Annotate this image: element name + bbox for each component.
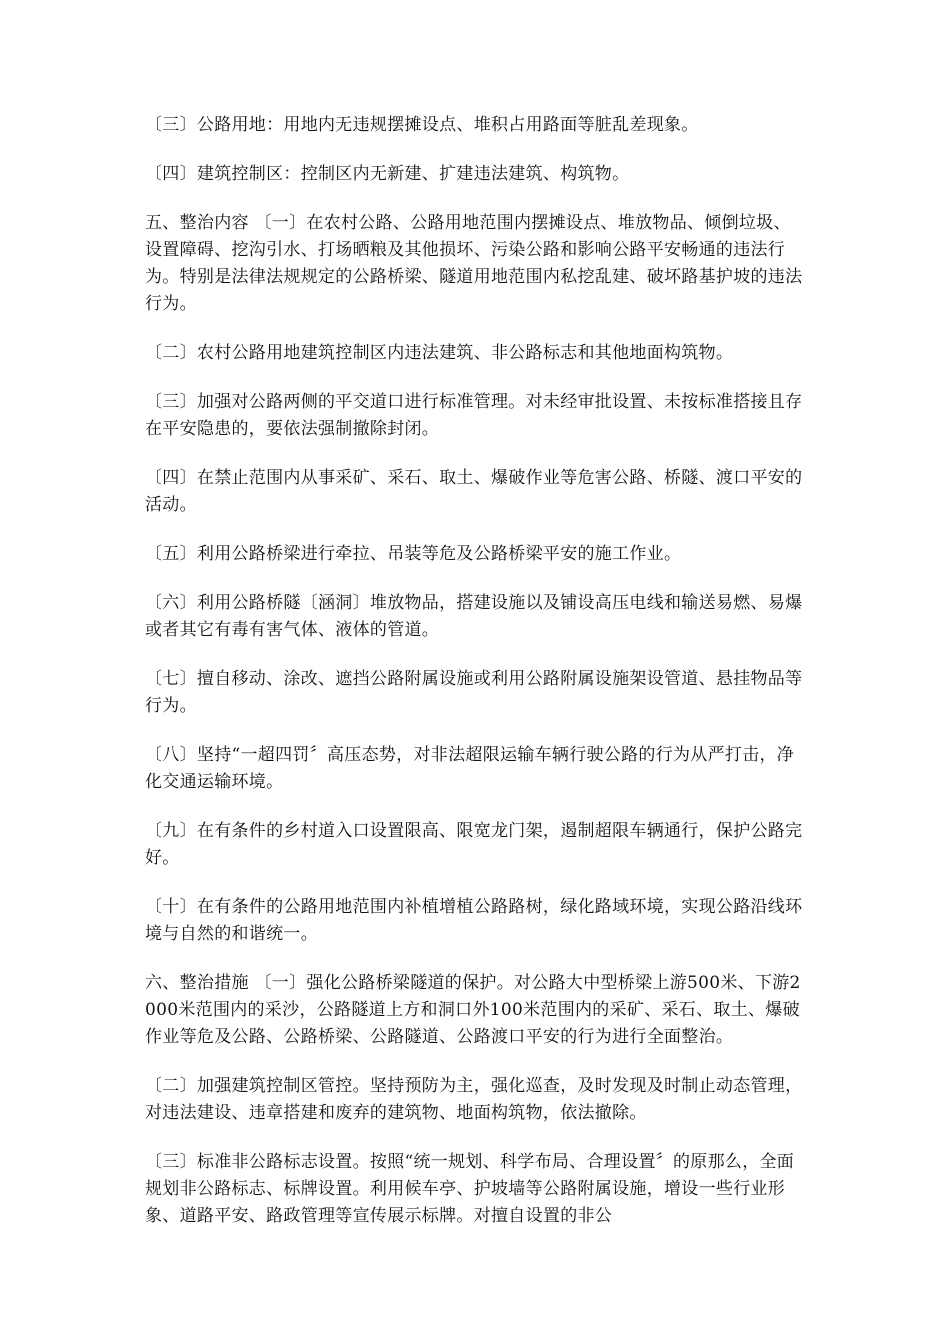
paragraph-section-five-item-seven: 〔七〕擅自移动、涂改、遮挡公路附属设施或利用公路附属设施架设管道、悬挂物品等行为。 — [145, 669, 803, 716]
paragraph-section-five-item-ten: 〔十〕在有条件的公路用地范围内补植增植公路路树，绿化路域环境，实现公路沿线环境与自然的和谐统一。 — [145, 897, 803, 944]
paragraph-section-five-item-nine: 〔九〕在有条件的乡村道入口设置限高、限宽龙门架，遏制超限车辆通行，保护公路完好。 — [145, 821, 803, 868]
paragraph-section-six-item-three: 〔三〕标准非公路标志设置。按照“统一规划、科学布局、合理设置〞的原那么，全面规划非公路标志、标牌设置。利用候车亭、护坡墙等公路附属设施，增设一些行业形象、道路平安、路政管理等宣传展示标牌。对擅自设置的非公 — [145, 1152, 795, 1226]
paragraph-section-five-item-two: 〔二〕农村公路用地建筑控制区内违法建筑、非公路标志和其他地面构筑物。 — [145, 343, 734, 363]
paragraph-building-control-zone: 〔四〕建筑控制区：控制区内无新建、扩建违法建筑、构筑物。 — [145, 164, 630, 184]
paragraph-section-five-item-four: 〔四〕在禁止范围内从事采矿、采石、取土、爆破作业等危害公路、桥隧、渡口平安的活动。 — [145, 468, 803, 515]
paragraph-section-five-item-three: 〔三〕加强对公路两侧的平交道口进行标准管理。对未经审批设置、未按标准搭接且存在平安隐患的，要依法强制撤除封闭。 — [145, 392, 803, 439]
paragraph-road-land: 〔三〕公路用地：用地内无违规摆摊设点、堆积占用路面等脏乱差现象。 — [145, 115, 699, 135]
paragraph-section-five-item-eight: 〔八〕坚持“一超四罚〞高压态势，对非法超限运输车辆行驶公路的行为从严打击，净化交通运输环境。 — [145, 745, 795, 792]
paragraph-section-six-item-two: 〔二〕加强建筑控制区管控。坚持预防为主，强化巡查，及时发现及时制止动态管理，对违法建设、违章搭建和废弃的建筑物、地面构筑物，依法撤除。 — [145, 1076, 803, 1123]
paragraph-section-five-item-one: 五、整治内容 〔一〕在农村公路、公路用地范围内摆摊设点、堆放物品、倾倒垃圾、设置障碍、挖沟引水、打场晒粮及其他损坏、污染公路和影响公路平安畅通的违法行为。特别是法律法规规定的公路桥梁、隧道用地范围内私挖乱建、破坏路基护坡的违法行为。 — [145, 213, 803, 314]
paragraph-section-five-item-five: 〔五〕利用公路桥梁进行牵拉、吊装等危及公路桥梁平安的施工作业。 — [145, 544, 682, 564]
document-body — [145, 112, 805, 1252]
paragraph-section-five-item-six: 〔六〕利用公路桥隧〔涵洞〕堆放物品，搭建设施以及铺设高压电线和输送易燃、易爆或者其它有毒有害气体、液体的管道。 — [145, 593, 803, 640]
paragraph-section-six-item-one: 六、整治措施 〔一〕强化公路桥梁隧道的保护。对公路大中型桥梁上游500米、下游2000米范围内的采沙，公路隧道上方和洞口外100米范围内的采矿、采石、取土、爆破作业等危及公路、公路桥梁、公路隧道、公路渡口平安的行为进行全面整治。 — [145, 973, 801, 1047]
